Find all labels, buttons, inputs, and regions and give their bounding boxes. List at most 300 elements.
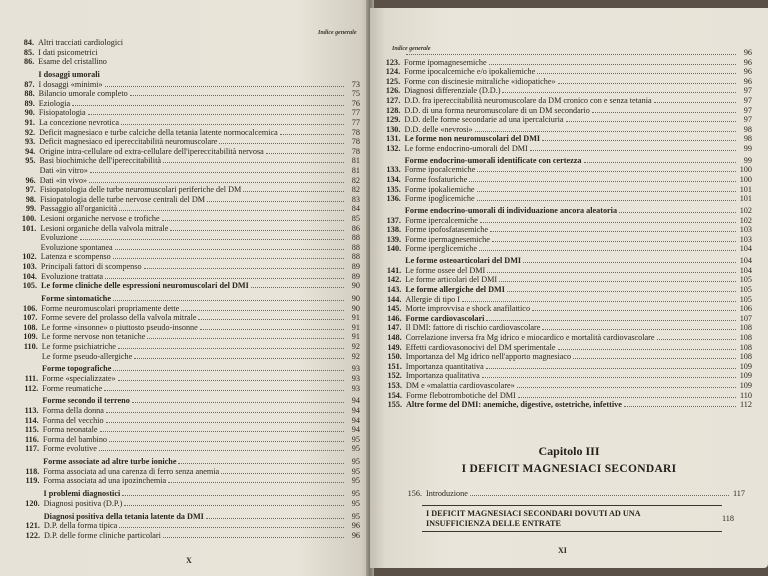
leader-dots [109,63,344,64]
entry-page: 84 [351,204,360,214]
entry-title: Altre forme del DMI: anemiche, digestive, ostetriche, infettive [406,400,622,410]
entry-number: 155. [387,400,402,410]
leader-dots [132,402,344,403]
toc-entry [11,294,360,303]
entry-number: 98. [25,194,36,204]
entry-page: 89 [351,262,360,271]
section-heading-line2: INSUFFICIENZA DELLE ENTRATE [426,519,561,528]
entry-page: 105 [739,275,752,285]
toc-entry [11,304,360,313]
leader-dots [489,64,736,65]
leader-dots [566,121,736,122]
toc-entry [11,281,360,290]
entry-title: Forme iperglicemiche [405,244,478,254]
entry-page: 109 [739,361,752,371]
leader-dots [89,182,344,183]
toc-entry [10,166,360,175]
entry-page: 88 [351,252,360,262]
toc-entry [11,243,360,252]
entry-number: 142. [386,275,402,285]
leader-dots [109,441,344,442]
leader-dots [624,406,736,407]
entry-number: 125. [385,76,401,86]
leader-dots [105,278,344,279]
toc-entry [376,381,752,390]
toc-entry [8,38,360,47]
entry-page: 96 [743,48,752,57]
leader-dots [200,329,344,330]
left-page-number: X [186,556,192,565]
entry-page: 94 [351,396,360,406]
entry-number: 133. [386,165,401,175]
entry-title: Le forme cliniche delle espressioni neuromuscolari del DMI [41,281,249,291]
leader-dots [88,114,344,115]
entry-page: 94 [351,415,360,425]
entry-title: Le forme «insonne» o piuttosto pseudo-insonne [41,322,198,332]
entry-page: 105 [739,285,752,294]
leader-dots [518,397,736,398]
leader-dots [168,482,344,483]
toc-entry [14,499,360,508]
leader-dots [477,171,736,172]
entry-number: 152. [387,371,402,381]
entry-title: Effetti cardiovasonocivi del DM sperimentale [405,342,556,352]
entry-number: 87. [24,79,35,89]
entry-title: Dati «in vitro» [39,166,88,175]
entry-number: 132. [386,144,401,153]
leader-dots [162,220,344,221]
entry-title: Altri tracciati cardiologici [38,38,124,47]
entry-title: Latenza e scompenso [40,252,111,262]
toc-entry [14,489,360,498]
entry-number: 94. [25,146,36,156]
entry-title: Forma del bambino [42,434,108,444]
leader-dots [477,191,736,192]
leader-dots [654,102,736,103]
entry-title: Le forme nervose non tetaniche [41,332,146,342]
entry-page: 109 [739,371,752,381]
leader-dots [118,348,344,349]
leader-dots [406,54,736,55]
toc-entry [375,134,753,143]
entry-page: 81 [351,166,360,175]
leader-dots [106,422,344,423]
leader-dots [480,222,736,223]
entry-page: 77 [351,118,360,127]
entry-title: DM e «malattia cardiovascolare» [405,381,515,390]
entry-title: Allergie di tipo I [405,294,461,304]
entry-title: Forme reumatiche [42,383,103,393]
leader-dots [144,268,344,269]
entry-page: 88 [351,242,360,252]
toc-entry [11,262,360,271]
entry-number: 108. [23,322,38,332]
entry-page: 110 [740,390,752,400]
toc-entry [10,224,360,233]
toc-entry [9,99,360,108]
entry-title: Forme con discinesie mitraliche «idiopatiche» [404,76,556,86]
entry-title: Forme ipoglicemiche [404,194,475,204]
entry-page: 91 [351,313,360,323]
entry-title: D.P. delle forme cliniche particolari [44,530,161,540]
leader-dots [490,231,736,232]
entry-page: 96 [351,521,360,531]
entry-number: 143. [387,285,402,294]
entry-title: Forme «specializzate» [42,374,116,383]
entry-page: 95 [351,498,360,508]
toc-entry [12,352,360,361]
entry-page: 96 [743,76,752,86]
entry-number: 114. [24,415,39,425]
leader-dots [100,54,344,55]
entry-title: Forme associate ad altre turbe ioniche [43,457,177,467]
entry-page: 95 [351,466,360,476]
entry-title: Le forme pseudo-allergiche [41,351,133,361]
entry-title: Forme severe del prolasso della valvola mitrale [41,313,197,323]
entry-number: 102. [22,252,37,262]
entry-number: 156. [407,489,422,498]
entry-number: 131. [386,134,401,144]
entry-page: 95 [351,457,360,467]
toc-entry [376,362,752,371]
entry-title: Bilancio umorale completo [38,89,128,99]
toc-entry [12,323,360,332]
entry-page: 108 [739,323,752,333]
entry-title: Importanza qualitativa [405,371,480,381]
toc-entry [376,352,752,361]
toc-entry [9,147,360,156]
entry-title: Le forme psichiatriche [41,342,116,351]
entry-title: Fisiopatologia delle turbe neuromuscolari periferiche del DM [39,185,242,195]
entry-page: 101 [739,184,752,194]
toc-entry [10,233,360,242]
entry-title: Il DMI: fattore di rischio cardiovascolare [405,323,541,333]
toc-entry [8,57,360,66]
entry-title: Forma neonatale [42,425,98,435]
toc-entry [375,225,752,234]
entry-page: 98 [743,124,752,134]
entry-number: 106. [22,303,38,313]
right-page-number: XI [558,546,567,555]
entry-number: 113. [24,406,39,415]
leader-dots [102,76,344,77]
entry-number: 149. [387,342,402,352]
leader-dots [124,505,344,506]
leader-dots [486,368,736,369]
toc-entry [374,125,752,134]
entry-title: Fisiopatologia [38,108,86,118]
leader-dots [523,262,736,263]
entry-title: Diagnosi positiva (D.P.) [43,498,123,508]
entry-title: I problemi diagnostici [43,489,121,499]
toc-entry [13,435,360,444]
entry-title: Lesioni organiche della valvola mitrale [40,223,169,233]
toc-entry [9,108,360,117]
toc-entry [375,185,752,194]
toc-entry [14,512,360,521]
toc-entry [375,304,752,313]
entry-page: 82 [351,185,360,195]
entry-number: 95. [25,156,36,166]
entry-number: 96. [25,175,36,185]
leader-dots [130,95,344,96]
toc-entry [9,156,360,165]
toc-entry [8,80,360,89]
leader-dots [530,150,736,151]
left-running-header: Indice generale [318,30,357,36]
entry-title: Eziologia [38,98,71,108]
entry-title: Evoluzione [40,233,78,243]
entry-page: 93 [351,383,360,393]
entry-page: 75 [351,89,360,99]
entry-page: 104 [739,265,752,275]
entry-number: 89. [24,98,35,108]
entry-title: Origine intra-cellulare od extra-cellulare dell'ipereccitabilità nervosa [39,146,264,156]
entry-title: Forme ipercalcemiche [404,215,478,225]
leader-dots [573,358,736,359]
toc-entry [10,195,360,204]
toc-entry [13,406,360,415]
entry-page: 106 [739,304,752,314]
entry-page: 78 [351,146,360,156]
toc-entry [375,275,752,284]
leader-dots [251,287,344,288]
entry-page: 73 [351,79,360,89]
entry-title: Diagnosi differenziale (D.D.) [404,86,501,96]
entry-title: Introduzione [426,489,468,498]
entry-title: D.D. fra ipereccitabilità neuromuscolare da DM cronico con e senza tetania [404,96,652,105]
toc-entry [9,89,360,98]
toc-entry [375,266,752,275]
toc-entry [375,144,752,153]
leader-dots [592,112,736,113]
entry-title: Forme sintomatiche [41,294,111,303]
entry-number: 148. [387,333,402,342]
entry-title: Forme ipomagnesemiche [404,57,487,67]
leader-dots [462,301,736,302]
entry-page: 108 [739,342,752,352]
entry-page: 108 [739,352,752,362]
toc-entry [374,67,752,76]
toc-entry [374,96,752,105]
entry-page: 98 [743,134,752,144]
toc-entry [375,216,752,225]
leader-dots [477,200,736,201]
entry-title: Basi biochimiche dell'ipereccitabilità [39,156,161,166]
entry-page: 76 [351,98,360,108]
toc-entry [12,342,360,351]
entry-number: 110. [23,342,38,351]
entry-page: 91 [351,332,360,342]
entry-number: 99. [25,204,37,214]
toc-entry [8,70,360,79]
toc-entry [376,391,752,400]
entry-page: 97 [743,115,752,125]
leader-dots [475,131,736,132]
toc-entry [375,194,752,203]
entry-page: 108 [739,333,752,342]
toc-entry [375,285,752,294]
toc-entry [9,137,360,146]
entry-title: Diagnosi positiva della tetania latente da DMI [43,511,204,521]
leader-dots [80,239,344,240]
entry-page: 95 [351,444,360,454]
entry-title: Forme flebotrombotiche del DMI [405,390,516,400]
entry-page: 83 [351,194,360,204]
toc-entry [11,313,360,322]
entry-page: 92 [351,342,360,351]
toc-entry [374,86,752,95]
toc-entry [374,115,752,124]
toc-entry [374,77,752,86]
leader-dots [122,495,344,496]
entry-number: 139. [386,234,402,244]
toc-entry [13,457,360,466]
right-running-header: Indice generale [392,46,431,52]
entry-page: 95 [351,434,360,444]
entry-number: 86. [24,57,35,67]
toc-entry [376,314,753,323]
toc-entry [374,106,752,115]
toc-entry [13,416,360,425]
leader-dots [558,349,736,350]
entry-page: 107 [739,313,752,323]
entry-page: 97 [743,96,752,105]
entry-title: Esame del cristallino [38,57,107,67]
toc-entry [374,58,752,67]
entry-title: Forma associata ad una carenza di ferro senza anemia [43,466,220,476]
entry-title: Deficit magnesiaco e turbe calciche della tetania latente normocalcemica [39,127,278,137]
toc-entry [376,400,752,409]
entry-title: Evoluzione spontanea [40,242,113,252]
toc-entry [10,176,360,185]
entry-title: Le forme allergiche del DMI [405,285,505,294]
entry-title: Forme ipocalcemiche [404,165,476,175]
entry-number: 104. [22,271,37,281]
entry-title: Forme endocrino-umorali di individuazione ancora aleatoria [404,206,618,215]
entry-page: 105 [739,294,752,304]
entry-number: 84. [23,38,34,47]
entry-number: 129. [386,115,401,125]
entry-number: 105. [22,281,38,291]
entry-number: 137. [386,215,401,225]
leader-dots [181,310,344,311]
leader-dots [657,339,736,340]
entry-page: 93 [351,364,360,374]
entry-number: 101. [21,223,37,233]
entry-page: 109 [739,381,752,390]
entry-number: 91. [24,118,35,127]
entry-number: 112. [24,383,39,393]
entry-title: I dosaggi umorali [38,70,100,79]
entry-page: 95 [351,489,360,499]
entry-number: 154. [387,390,402,400]
leader-dots [118,380,344,381]
entry-number: 150. [387,352,402,362]
toc-entry [375,244,752,253]
entry-number: 135. [386,184,401,194]
entry-title: Evoluzione trattata [40,271,103,281]
leader-dots [486,320,736,321]
entry-title: Forme cardiovascolari [405,313,485,323]
entry-page: 104 [739,256,752,266]
right-page [370,8,768,568]
entry-number: 147. [387,323,402,333]
leader-dots [113,258,344,259]
entry-title: Forma associata ad una ipozinchemia [43,476,167,486]
leader-dots [125,44,344,45]
entry-title: D.D. di una forma neuromuscolare di un DM secondario [404,105,590,115]
entry-page: 117 [733,489,745,498]
entry-page: 97 [743,86,752,96]
leader-dots [134,358,344,359]
toc-entry [374,48,752,57]
leader-dots [499,281,736,282]
entry-number: 88. [24,89,35,99]
chapter-intro-entry [400,489,745,498]
leader-dots [121,124,344,125]
entry-title: Correlazione inversa fra Mg idrico e miocardico e mortalità cardiovascolare [405,333,655,342]
entry-number: 128. [386,105,401,115]
toc-entry [12,396,360,405]
entry-number: 130. [386,124,401,134]
leader-dots [113,370,344,371]
leader-dots [206,518,344,519]
entry-page: 104 [739,244,752,254]
entry-number: 126. [385,86,401,96]
entry-title: Forme ipermagnesemiche [405,234,490,244]
entry-page: 97 [743,105,752,115]
leader-dots [90,172,344,173]
entry-page: 94 [351,425,360,435]
leader-dots [207,201,344,202]
entry-number: 140. [386,244,402,254]
entry-title: Le forme endocrino-umorali del DMI [404,144,528,153]
toc-entry [13,476,360,485]
leader-dots [492,241,736,242]
toc-entry [9,128,360,137]
toc-entry [12,384,360,393]
leader-dots [280,134,344,135]
toc-entry [375,206,752,215]
entry-number: 151. [387,361,402,371]
entry-page: 95 [351,511,360,521]
leader-dots [106,412,344,413]
entry-page: 90 [351,303,360,313]
entry-page: 100 [739,165,752,175]
leader-dots [72,105,344,106]
entry-number: 90. [24,108,35,118]
section-rule-top [422,505,722,506]
entry-number: 144. [387,294,402,304]
leader-dots [479,250,736,251]
entry-number: 118. [25,466,40,476]
leader-dots [502,92,736,93]
toc-entry [375,235,752,244]
entry-title: I dati psicometrici [38,47,98,57]
entry-number: 116. [25,434,39,444]
entry-title: Importanza quantitativa [405,361,484,371]
toc-entry [14,531,360,540]
entry-number: 153. [387,381,402,390]
entry-page: 92 [351,351,360,361]
toc-entry [11,272,360,281]
entry-page: 93 [351,374,360,383]
entry-title: Deficit magnesiaco ed ipereccitabilità neuromuscolare [39,137,218,147]
entry-title: Forma del vecchio [42,415,104,425]
leader-dots [537,73,736,74]
toc-entry [375,295,752,304]
